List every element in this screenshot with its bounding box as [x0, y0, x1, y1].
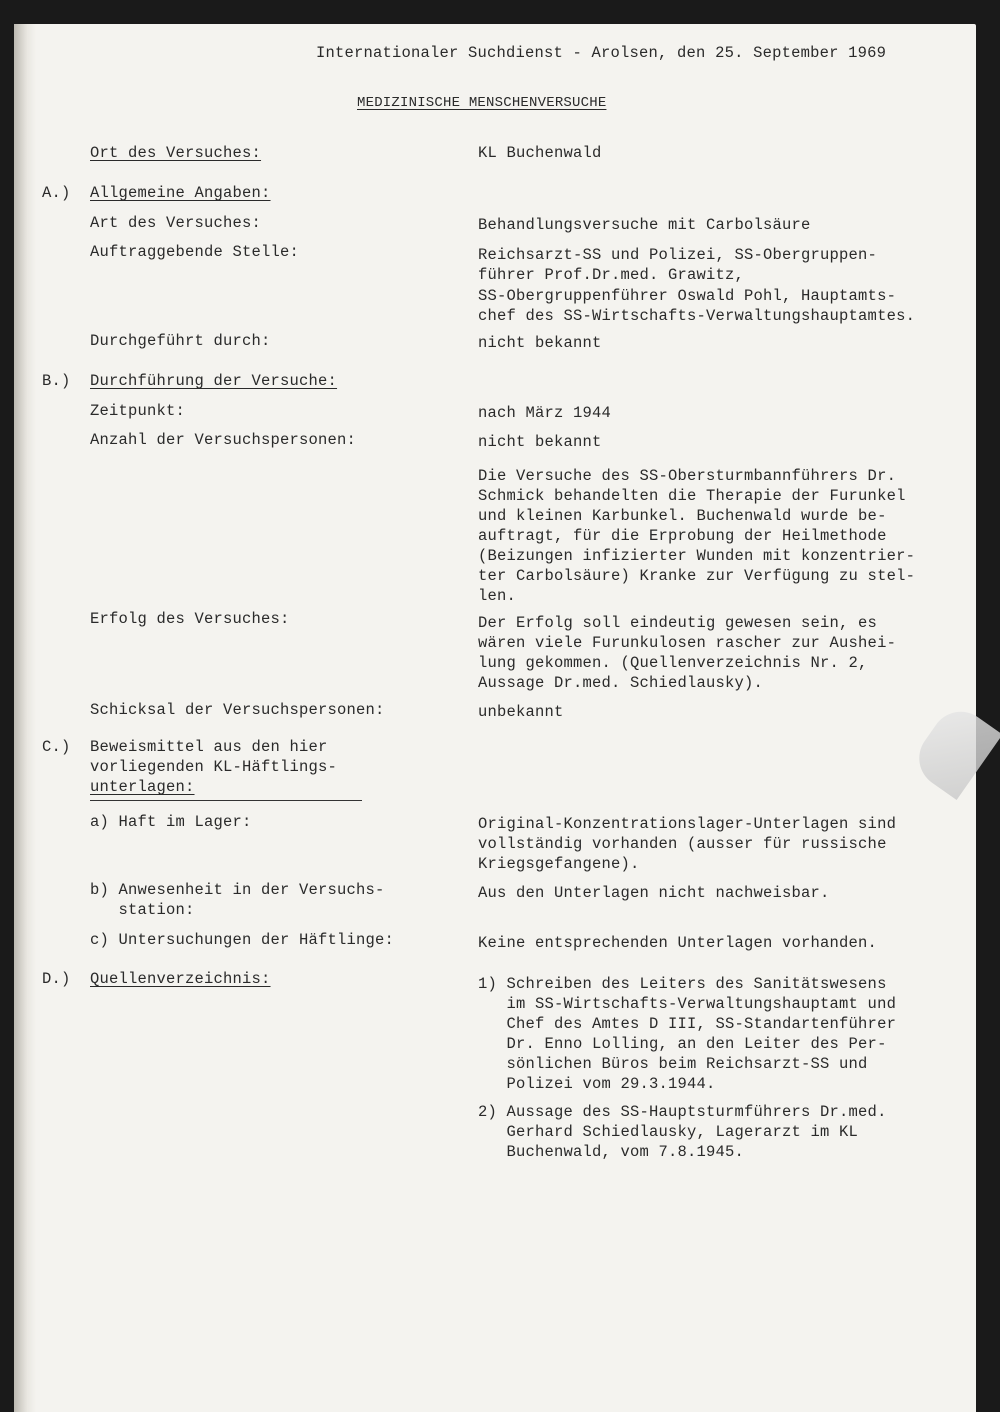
header-line: Internationaler Suchdienst - Arolsen, den 25. September 1969 — [316, 44, 887, 62]
erfolg-line: wären viele Furunkulosen rascher zur Aushei- — [478, 634, 897, 652]
section-d-marker: D.) — [42, 970, 71, 988]
source-line: Dr. Enno Lolling, an den Leiter des Per- — [478, 1035, 887, 1053]
zeit-label: Zeitpunkt: — [90, 402, 186, 420]
auftrag-line: Reichsarzt-SS und Polizei, SS-Obergruppen- — [478, 246, 878, 264]
source-line: sönlichen Büros beim Reichsarzt-SS und — [478, 1055, 868, 1073]
desc-line: len. — [478, 587, 517, 605]
anwesenheit-label: station: — [90, 901, 195, 919]
erfolg-label: Erfolg des Versuches: — [90, 610, 290, 628]
erfolg-line: Der Erfolg soll eindeutig gewesen sein, es — [478, 614, 878, 632]
section-c-heading: unterlagen: — [90, 778, 195, 796]
section-c-heading: vorliegenden KL-Häftlings- — [90, 758, 338, 776]
auftrag-line: chef des SS-Wirtschafts-Verwaltungshauptamtes. — [478, 307, 916, 325]
source-line: Polizei vom 29.3.1944. — [478, 1075, 716, 1093]
auftrag-label: Auftraggebende Stelle: — [90, 243, 300, 261]
auftrag-line: SS-Obergruppenführer Oswald Pohl, Hauptamts- — [478, 287, 897, 305]
source-line: 2) Aussage des SS-Hauptsturmführers Dr.med. — [478, 1103, 887, 1121]
art-label: Art des Versuches: — [90, 214, 262, 232]
untersuchungen-value: Keine entsprechenden Unterlagen vorhanden. — [478, 934, 878, 952]
ort-label: Ort des Versuches: — [90, 144, 262, 162]
anwesenheit-label: b) Anwesenheit in der Versuchs- — [90, 881, 385, 899]
source-line: im SS-Wirtschafts-Verwaltungshauptamt und — [478, 995, 897, 1013]
erfolg-line: lung gekommen. (Quellenverzeichnis Nr. 2, — [478, 654, 868, 672]
schicksal-label: Schicksal der Versuchspersonen: — [90, 701, 385, 719]
section-b-marker: B.) — [42, 372, 71, 390]
anzahl-value: nicht bekannt — [478, 433, 602, 451]
section-b-heading: Durchführung der Versuche: — [90, 372, 338, 390]
durch-value: nicht bekannt — [478, 334, 602, 352]
anzahl-label: Anzahl der Versuchspersonen: — [90, 431, 357, 449]
ort-value: KL Buchenwald — [478, 144, 602, 162]
source-line: Buchenwald, vom 7.8.1945. — [478, 1143, 745, 1161]
source-line: 1) Schreiben des Leiters des Sanitätswesens — [478, 975, 887, 993]
haft-label: a) Haft im Lager: — [90, 813, 252, 831]
anwesenheit-value: Aus den Unterlagen nicht nachweisbar. — [478, 884, 830, 902]
desc-line: auftragt, für die Erprobung der Heilmethode — [478, 527, 887, 545]
untersuchungen-label: c) Untersuchungen der Häftlinge: — [90, 931, 395, 949]
erfolg-line: Aussage Dr.med. Schiedlausky). — [478, 674, 764, 692]
page-curl — [14, 24, 36, 1412]
art-value: Behandlungsversuche mit Carbolsäure — [478, 216, 811, 234]
document-title: MEDIZINISCHE MENSCHENVERSUCHE — [357, 95, 607, 111]
schicksal-value: unbekannt — [478, 703, 564, 721]
haft-line: vollständig vorhanden (ausser für russische — [478, 835, 887, 853]
section-d-heading: Quellenverzeichnis: — [90, 970, 271, 988]
haft-line: Kriegsgefangene). — [478, 855, 640, 873]
zeit-value: nach März 1944 — [478, 404, 612, 422]
section-c-marker: C.) — [42, 738, 71, 756]
haft-line: Original-Konzentrationslager-Unterlagen sind — [478, 815, 897, 833]
section-a-marker: A.) — [42, 184, 71, 202]
desc-line: ter Carbolsäure) Kranke zur Verfügung zu stel- — [478, 567, 916, 585]
desc-line: (Beizungen infizierter Wunden mit konzentrier- — [478, 547, 916, 565]
desc-line: Die Versuche des SS-Obersturmbannführers Dr. — [478, 467, 897, 485]
divider-line — [90, 800, 362, 801]
durch-label: Durchgeführt durch: — [90, 332, 271, 350]
auftrag-line: führer Prof.Dr.med. Grawitz, — [478, 266, 745, 284]
section-c-heading: Beweismittel aus den hier — [90, 738, 328, 756]
desc-line: Schmick behandelten die Therapie der Furunkel — [478, 487, 906, 505]
source-line: Chef des Amtes D III, SS-Standartenführer — [478, 1015, 897, 1033]
section-a-heading: Allgemeine Angaben: — [90, 184, 271, 202]
desc-line: und kleinen Karbunkel. Buchenwald wurde be- — [478, 507, 887, 525]
source-line: Gerhard Schiedlausky, Lagerarzt im KL — [478, 1123, 859, 1141]
